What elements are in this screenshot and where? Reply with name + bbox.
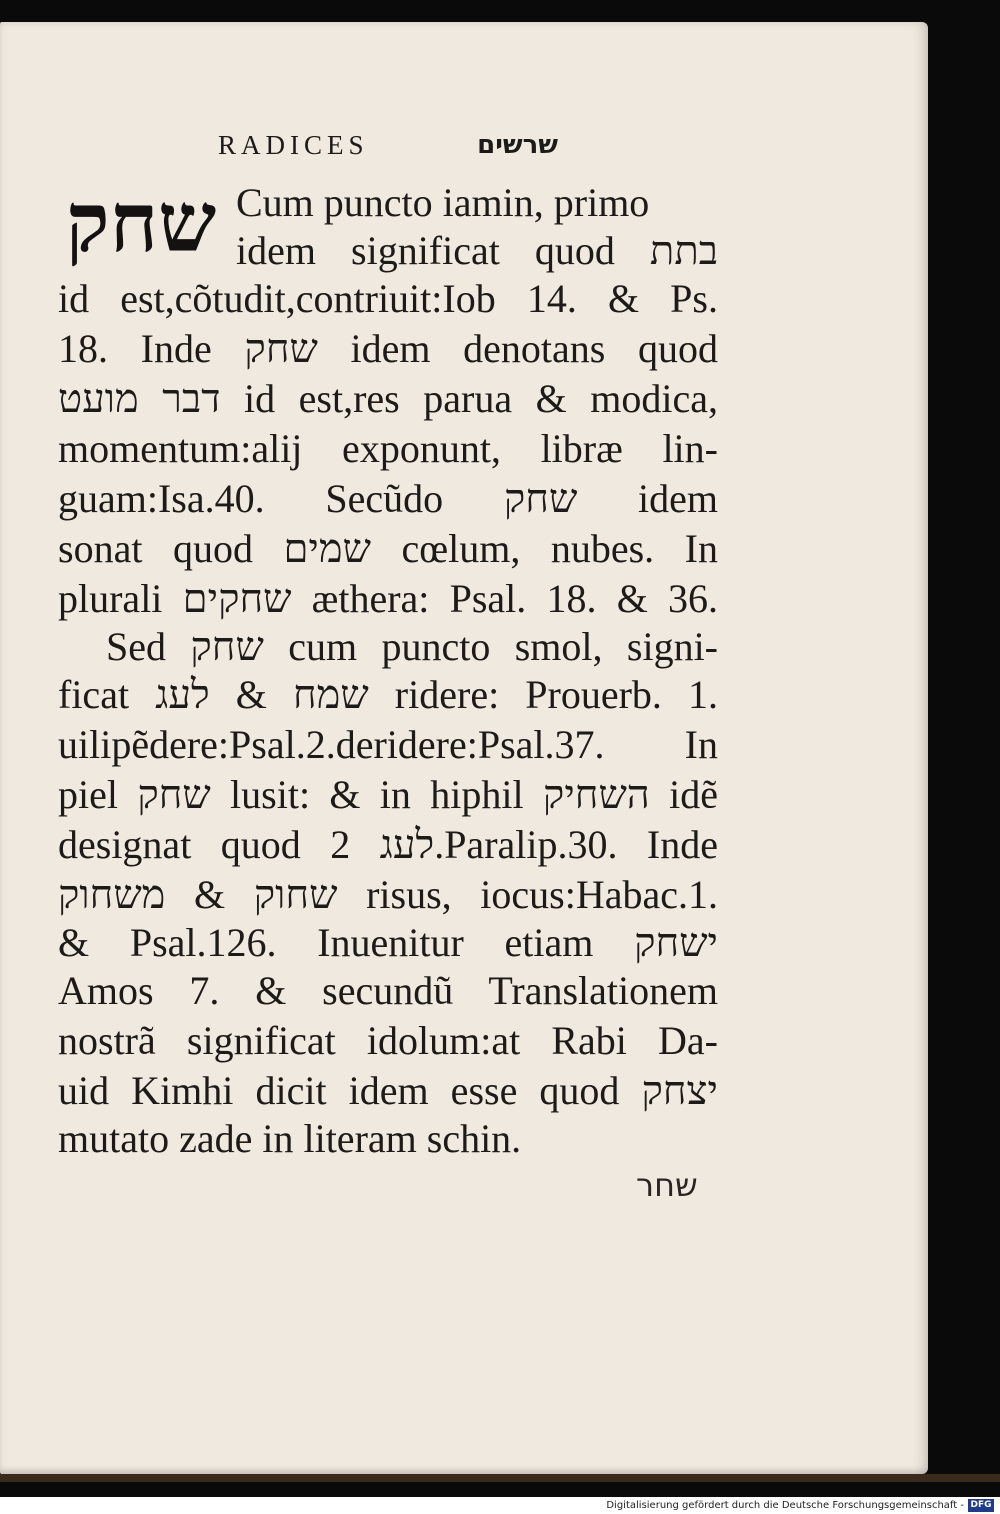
text-line: momentum:alij exponunt, libræ lin-: [58, 426, 718, 471]
text-line: Amos 7. & secundũ Translationem: [58, 968, 718, 1013]
digitization-credit: Digitalisierung gefördert durch die Deutsche Forschungsgemeinschaft -: [606, 1500, 964, 1511]
text-line: nostrã significat idolum:at Rabi Da-: [58, 1018, 718, 1063]
text-line: Cum puncto iamin, primo: [236, 180, 650, 225]
catchword: שחר: [636, 1166, 698, 1204]
text-line: שחוק & משחוק risus, iocus:Habac.1.: [58, 872, 719, 917]
text-line: דבר מועט id est,res parua & modica,: [58, 376, 718, 421]
text-line: uilipẽdere:Psal.2.deridere:Psal.37. In: [58, 722, 718, 767]
text-line: id est,cõtudit,contriuit:Iob 14. & Ps.: [58, 276, 718, 321]
text-line: plurali שחקים æthera: Psal. 18. & 36.: [58, 576, 719, 621]
text-line: guam:Isa.40. Secũdo שחק idem: [58, 476, 719, 521]
text-line: idem significat quod בתת: [236, 228, 718, 273]
text-line: piel שחק lusit: & in hiphil השחיק idẽ: [58, 772, 718, 817]
dfg-logo: DFG: [968, 1499, 994, 1512]
text-line: mutato zade in literam schin.: [58, 1116, 522, 1161]
text-line: uid Kimhi dicit idem esse quod יצחק: [58, 1068, 718, 1113]
text-line: sonat quod שמים cœlum, nubes. In: [58, 526, 718, 571]
running-head-latin: RADICES: [218, 130, 369, 160]
running-head-hebrew: שרשים: [477, 130, 558, 160]
text-line: Sed שחק cum puncto smol, signi-: [106, 624, 718, 669]
running-head: [218, 130, 558, 166]
page-edge: [0, 1474, 1000, 1482]
text-line: ficat שמח & לעג ridere: Prouerb. 1.: [58, 672, 719, 717]
text-line: designat quod לעג 2.Paralip.30. Inde: [58, 822, 718, 867]
text-line: 18. Inde שחק idem denotans quod: [58, 326, 719, 371]
text-line: & Psal.126. Inuenitur etiam ישחק: [58, 920, 718, 965]
headword-initial: שחק: [65, 175, 217, 271]
